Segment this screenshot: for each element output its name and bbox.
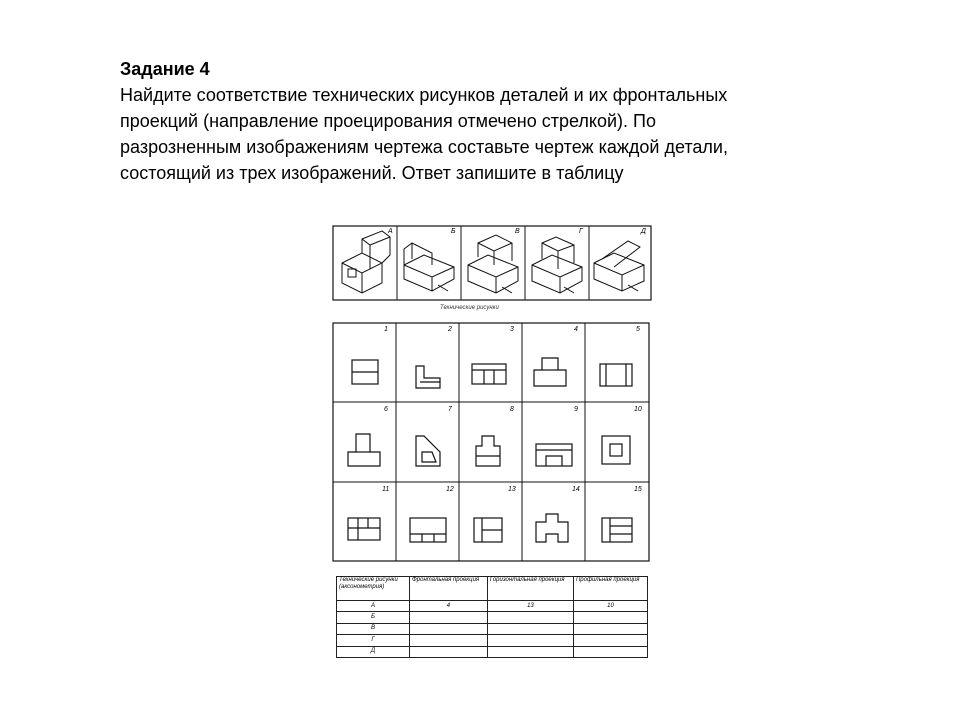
header-front: Фронтальная проекция	[410, 577, 488, 601]
projection-number-3: 3	[510, 326, 514, 333]
task-line-2: проекций (направление проецирования отмечено стрелкой). По	[120, 111, 656, 131]
projection-12	[410, 518, 446, 542]
row-letter: Д	[337, 646, 410, 657]
projection-number-10: 10	[634, 406, 642, 413]
projection-15	[602, 518, 632, 542]
tech-letter-a: А	[388, 228, 393, 235]
projection-number-8: 8	[510, 406, 514, 413]
projection-number-5: 5	[636, 326, 640, 333]
table-row	[337, 612, 648, 623]
row-letter: В	[337, 623, 410, 634]
projection-11	[348, 518, 380, 540]
row-profile	[573, 623, 647, 634]
row-horizontal	[487, 646, 573, 657]
part-v-drawing	[468, 235, 518, 293]
row-horizontal	[487, 612, 573, 623]
projection-number-13: 13	[508, 486, 516, 493]
projection-6	[348, 434, 380, 466]
row-horizontal	[487, 635, 573, 646]
row-horizontal	[487, 623, 573, 634]
projection-number-15: 15	[634, 486, 642, 493]
header-horizontal: Горизонтальная проекция	[487, 577, 573, 601]
technical-drawings-svg	[332, 225, 652, 301]
task-line-4: состоящий из трех изображений. Ответ запишите в таблицу	[120, 163, 624, 183]
projection-number-14: 14	[572, 486, 580, 493]
table-row	[337, 635, 648, 646]
projection-14	[536, 514, 568, 542]
projection-8	[476, 436, 500, 466]
row-horizontal: 13	[487, 600, 573, 611]
header-profile: Профильная проекция	[573, 577, 647, 601]
task-title: Задание 4	[120, 59, 210, 79]
row-front	[410, 646, 488, 657]
part-b-drawing	[404, 243, 454, 291]
tech-letter-d: Д	[641, 228, 646, 235]
part-d-drawing	[594, 241, 644, 291]
projection-13	[474, 518, 502, 542]
projection-number-1: 1	[384, 326, 388, 333]
row-profile: 10	[573, 600, 647, 611]
projection-number-2: 2	[448, 326, 452, 333]
row-profile	[573, 612, 647, 623]
part-a-drawing	[342, 231, 390, 293]
projection-9	[536, 444, 572, 466]
table-row	[337, 646, 648, 657]
row-letter: Г	[337, 635, 410, 646]
row-profile	[573, 635, 647, 646]
answer-table-header	[337, 577, 648, 601]
row-front: 4	[410, 600, 488, 611]
row-profile	[573, 646, 647, 657]
row-front	[410, 623, 488, 634]
projection-number-6: 6	[384, 406, 388, 413]
projection-number-11: 11	[382, 486, 390, 493]
projections-grid	[332, 322, 650, 562]
technical-drawings-caption: Технические рисунки	[440, 305, 499, 311]
tech-letter-g: Г	[579, 228, 583, 235]
table-row	[337, 600, 648, 611]
technical-drawings	[332, 225, 652, 301]
projection-7	[416, 436, 440, 466]
task-line-3: разрозненным изображениям чертежа составьте чертеж каждой детали,	[120, 137, 728, 157]
projections-grid-svg	[332, 322, 650, 562]
projection-number-7: 7	[448, 406, 452, 413]
projection-number-4: 4	[574, 326, 578, 333]
projection-3	[472, 364, 506, 384]
task-text	[120, 56, 880, 186]
row-front	[410, 635, 488, 646]
projection-2	[416, 366, 440, 388]
tech-letter-v: В	[515, 228, 520, 235]
header-technical: Технические рисунки (аксонометрия)	[337, 577, 410, 601]
part-g-drawing	[532, 237, 582, 293]
projection-10	[602, 436, 630, 464]
projection-5	[600, 364, 632, 386]
projection-1	[352, 360, 378, 384]
tech-letter-b: Б	[451, 228, 456, 235]
table-row	[337, 623, 648, 634]
projection-4	[534, 358, 566, 386]
projection-number-9: 9	[574, 406, 578, 413]
task-line-1: Найдите соответствие технических рисунков деталей и их фронтальных	[120, 85, 728, 105]
answer-table	[336, 576, 648, 658]
projection-number-12: 12	[446, 486, 454, 493]
row-front	[410, 612, 488, 623]
row-letter: Б	[337, 612, 410, 623]
row-letter: А	[337, 600, 410, 611]
